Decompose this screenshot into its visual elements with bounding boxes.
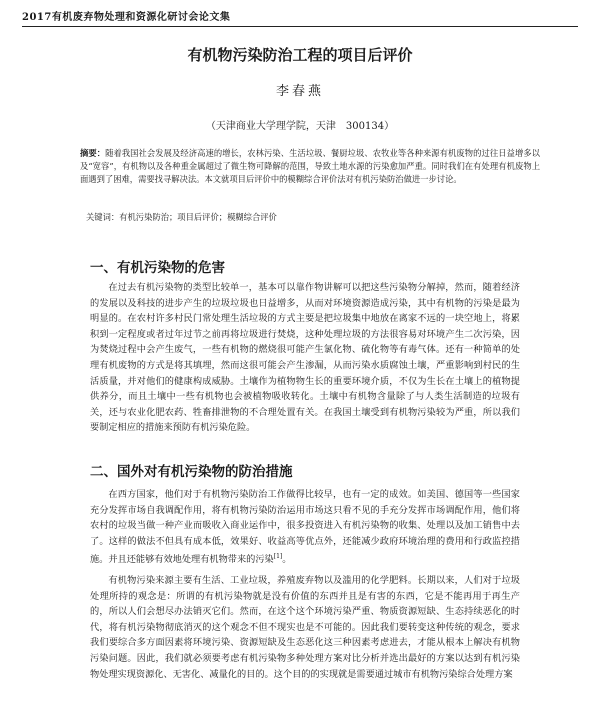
section-heading-2: 二、国外对有机污染物的防治措施: [90, 464, 293, 480]
abstract-label: 摘要：: [80, 148, 106, 158]
keywords-label: 关键词：: [86, 212, 120, 222]
running-header: 2017有机废弃物处理和资源化研讨会论文集: [22, 8, 578, 27]
citation-ref: [1]: [273, 553, 283, 561]
section-2-paragraph-1-text: 在西方国家，他们对于有机物污染防治工作做得比较早，也有一定的成效。如美国、德国等一些国家充分发挥市场自我调配作用，将有机物污染防治运用市场这只看不见的手充分发挥市场调配作用，他们将农村的垃圾当做一种产业而吸收入商业运作中，很多投资进入有机污染物的收集、处理以及加工销售中去了。这样的做法不但具有成本低，效果好、收益高等优点外，还能减少政府环境治理的费用和行政监控措施。并且还能够有效地处理有机物带来的污染: [90, 489, 520, 566]
section-1-paragraph: 在过去有机污染物的类型比较单一，基本可以靠作物讲解可以把这些污染物分解掉，然而，随着经济的发展以及科技的进步产生的垃圾垃圾也日益增多，从而对环境资源造成污染，其中有机物的污染是最为明显的。在农村许多村民门常处理生活垃圾的方式主要是把垃圾集中地放在离家不远的一块空地上，将累积到一定程度或者过年过节之前再将垃圾进行焚烧，这种处理垃圾的方法很容易对环境产生二次污染，因为焚烧过程中会产生废气，一些有机物的燃烧很可能产生氯化物、硫化物等有毒气体。还有一种简单的处理有机废物的方式是将其填埋，然而这很可能会产生渗漏，从而污染水质腐蚀土壤，严重影响到村民的生活质量，并对他们的健康构成威胁。土壤作为植物物生长的重要环境介质，不仅为生长在土壤上的植物提供养分，而且土壤中一些有机物也会被植物吸收转化。土壤中有机物含量除了与人类生活制造的垃圾有关，还与农业化肥农药、牲畜排泄物的不合理处置有关。在我国土壤受到有机物污染较为严重，所以我们要制定相应的措施来预防有机污染危险。: [90, 282, 520, 434]
abstract-text: 随着我国社会发展及经济高速的增长，农林污染、生活垃圾、餐厨垃圾、农牧业等各种来源有机废物的过往日益增多以及“宽容”，有机物以及各种重金属超过了微生物可降解的范围，导致土地水源的污染愈加严重。同时我们在有处理有机废物上面遇到了困难，需要找寻解决法。本文就项目后评价中的模糊综合评价法对有机污染防治做进一步讨论。: [80, 148, 540, 184]
section-2-paragraph-1: [90, 487, 520, 568]
section-heading-1: 一、有机污染物的危害: [90, 260, 225, 276]
abstract: [80, 147, 540, 186]
keywords: [86, 211, 540, 223]
keywords-text: 有机污染防治；项目后评价；模糊综合评价: [119, 212, 277, 222]
citation-suffix: 。: [282, 554, 292, 566]
section-2-paragraph-2: 有机物污染来源主要有生活、工业垃圾，养殖废弃物以及滥用的化学肥料。长期以来，人们对于垃圾处理所持的观念是：所谓的有机污染物就是没有价值的东西并且是有害的东西，它是不能再用于再生产的，所以人们会想尽办法销灭它们。然而，在这个这个环境污染严重、物质资源短缺、生态持续恶化的时代，将有机污染物彻底消灭的这个观念不但不现实也是不可能的。因此我们要转变这种传统的观念，要求我们要综合多方面因素将环境污染、资源短缺及生态恶化这三种因素考虑进去，才能从根本上解决有机物污染问题。因此，我们就必须要考虑有机污染物多种处理方案对比分析并选出最好的方案以达到有机污染物处理实现资源化、无害化、减量化的目的。这个目的的实现就是需要通过城市有机物污染综合处理方案: [90, 575, 520, 680]
author-name: 李春燕: [275, 84, 324, 99]
author-affiliation: （天津商业大学理学院，天津 300134）: [205, 121, 395, 132]
paper-title: 有机物污染防治工程的项目后评价: [187, 46, 413, 64]
